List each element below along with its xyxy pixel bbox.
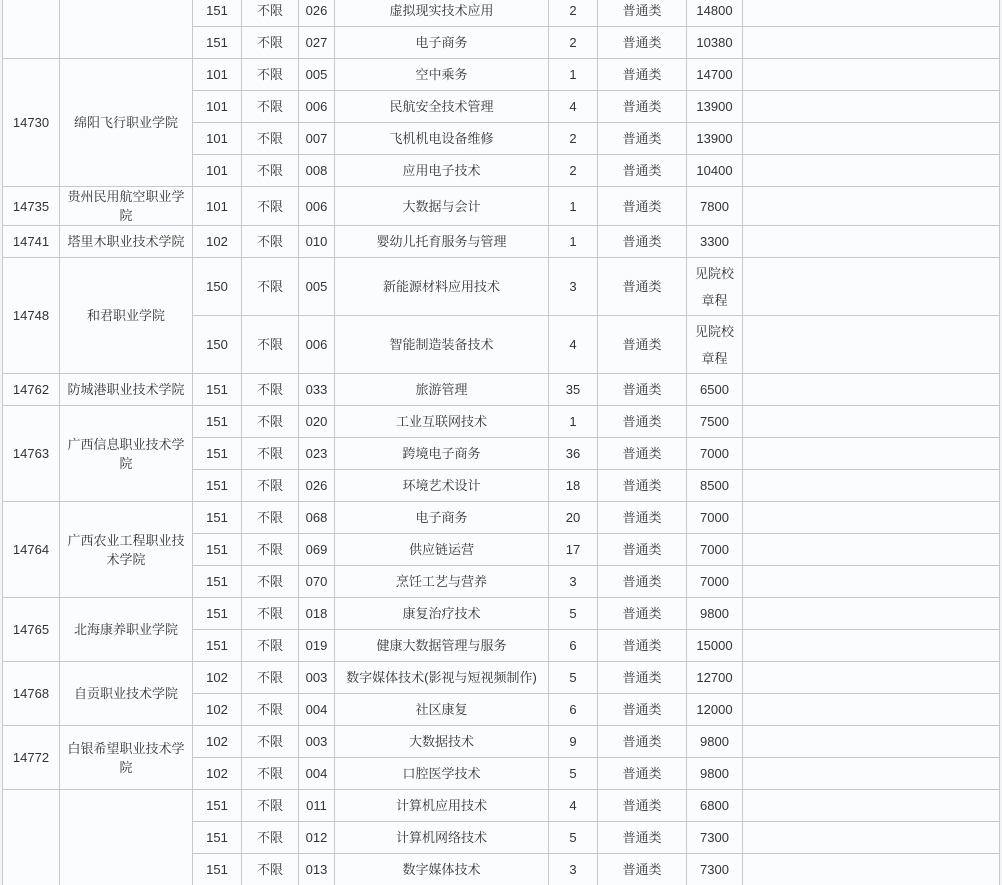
major-name-cell: 计算机应用技术 <box>335 790 549 822</box>
major-code-cell: 005 <box>299 59 335 91</box>
major-code-cell: 003 <box>299 662 335 694</box>
tuition-cell: 3300 <box>687 226 743 258</box>
group-code-cell: 102 <box>193 226 242 258</box>
major-code-cell: 012 <box>299 822 335 854</box>
college-code-cell: 14730 <box>3 59 60 187</box>
plan-count-cell: 20 <box>549 502 598 534</box>
plan-count-cell: 5 <box>549 598 598 630</box>
category-cell: 普通类 <box>598 502 687 534</box>
plan-count-cell: 1 <box>549 59 598 91</box>
major-name-cell: 环境艺术设计 <box>335 470 549 502</box>
tuition-cell: 14800 <box>687 0 743 27</box>
major-name-cell: 新能源材料应用技术 <box>335 258 549 316</box>
group-code-cell: 151 <box>193 406 242 438</box>
college-name-cell: 自贡职业技术学院 <box>60 662 193 726</box>
category-cell: 普通类 <box>598 187 687 226</box>
subject-requirement-cell: 不限 <box>242 258 299 316</box>
subject-requirement-cell: 不限 <box>242 758 299 790</box>
tuition-cell: 12000 <box>687 694 743 726</box>
plan-count-cell: 5 <box>549 662 598 694</box>
college-name-cell: 贵州民用航空职业学院 <box>60 187 193 226</box>
plan-count-cell: 1 <box>549 406 598 438</box>
college-name-cell: 北海康养职业学院 <box>60 598 193 662</box>
major-code-cell: 070 <box>299 566 335 598</box>
category-cell: 普通类 <box>598 438 687 470</box>
subject-requirement-cell: 不限 <box>242 406 299 438</box>
category-cell: 普通类 <box>598 59 687 91</box>
subject-requirement-cell: 不限 <box>242 502 299 534</box>
college-name-cell: 广西农业工程职业技术学院 <box>60 502 193 598</box>
college-name-cell: 广西信息职业技术学院 <box>60 406 193 502</box>
major-name-cell: 数字媒体技术 <box>335 854 549 885</box>
tuition-cell: 10400 <box>687 155 743 187</box>
category-cell: 普通类 <box>598 694 687 726</box>
plan-count-cell: 35 <box>549 374 598 406</box>
category-cell: 普通类 <box>598 226 687 258</box>
plan-count-cell: 2 <box>549 123 598 155</box>
major-code-cell: 003 <box>299 726 335 758</box>
filler-cell <box>743 630 1000 662</box>
plan-count-cell: 3 <box>549 566 598 598</box>
plan-count-cell: 5 <box>549 758 598 790</box>
subject-requirement-cell: 不限 <box>242 694 299 726</box>
tuition-cell: 15000 <box>687 630 743 662</box>
major-code-cell: 023 <box>299 438 335 470</box>
filler-cell <box>743 502 1000 534</box>
major-code-cell: 006 <box>299 316 335 374</box>
major-code-cell: 020 <box>299 406 335 438</box>
major-name-cell: 智能制造装备技术 <box>335 316 549 374</box>
college-name-cell: 和君职业学院 <box>60 258 193 374</box>
major-name-cell: 工业互联网技术 <box>335 406 549 438</box>
plan-row <box>3 598 1000 630</box>
category-cell: 普通类 <box>598 91 687 123</box>
plan-count-cell: 4 <box>549 790 598 822</box>
college-code-cell: 14764 <box>3 502 60 598</box>
tuition-cell: 13900 <box>687 91 743 123</box>
major-code-cell: 027 <box>299 27 335 59</box>
college-name-cell <box>60 0 193 59</box>
major-name-cell: 电子商务 <box>335 502 549 534</box>
major-name-cell: 大数据与会计 <box>335 187 549 226</box>
filler-cell <box>743 123 1000 155</box>
college-name-cell: 塔里木职业技术学院 <box>60 226 193 258</box>
category-cell: 普通类 <box>598 316 687 374</box>
group-code-cell: 151 <box>193 566 242 598</box>
college-code-cell: 14735 <box>3 187 60 226</box>
major-name-cell: 民航安全技术管理 <box>335 91 549 123</box>
subject-requirement-cell: 不限 <box>242 566 299 598</box>
subject-requirement-cell: 不限 <box>242 662 299 694</box>
filler-cell <box>743 27 1000 59</box>
tuition-cell: 6500 <box>687 374 743 406</box>
tuition-cell: 8500 <box>687 470 743 502</box>
major-code-cell: 013 <box>299 854 335 885</box>
tuition-cell: 7000 <box>687 438 743 470</box>
filler-cell <box>743 822 1000 854</box>
major-code-cell: 008 <box>299 155 335 187</box>
major-code-cell: 007 <box>299 123 335 155</box>
college-code-cell <box>3 790 60 885</box>
plan-count-cell: 3 <box>549 258 598 316</box>
filler-cell <box>743 438 1000 470</box>
plan-row <box>3 59 1000 91</box>
group-code-cell: 101 <box>193 91 242 123</box>
plan-count-cell: 6 <box>549 630 598 662</box>
plan-row <box>3 374 1000 406</box>
plan-count-cell: 36 <box>549 438 598 470</box>
major-name-cell: 旅游管理 <box>335 374 549 406</box>
enrollment-plan-table <box>2 0 1000 885</box>
major-name-cell: 计算机网络技术 <box>335 822 549 854</box>
college-code-cell: 14763 <box>3 406 60 502</box>
subject-requirement-cell: 不限 <box>242 123 299 155</box>
filler-cell <box>743 662 1000 694</box>
major-name-cell: 烹饪工艺与营养 <box>335 566 549 598</box>
college-code-cell: 14741 <box>3 226 60 258</box>
group-code-cell: 102 <box>193 662 242 694</box>
group-code-cell: 151 <box>193 630 242 662</box>
plan-count-cell: 1 <box>549 187 598 226</box>
subject-requirement-cell: 不限 <box>242 0 299 27</box>
group-code-cell: 151 <box>193 374 242 406</box>
college-code-cell: 14765 <box>3 598 60 662</box>
group-code-cell: 151 <box>193 790 242 822</box>
subject-requirement-cell: 不限 <box>242 374 299 406</box>
category-cell: 普通类 <box>598 726 687 758</box>
plan-row <box>3 187 1000 226</box>
tuition-cell: 见院校章程 <box>687 316 743 374</box>
tuition-cell: 9800 <box>687 726 743 758</box>
major-code-cell: 033 <box>299 374 335 406</box>
group-code-cell: 101 <box>193 123 242 155</box>
plan-row <box>3 0 1000 27</box>
subject-requirement-cell: 不限 <box>242 91 299 123</box>
category-cell: 普通类 <box>598 374 687 406</box>
category-cell: 普通类 <box>598 123 687 155</box>
subject-requirement-cell: 不限 <box>242 598 299 630</box>
filler-cell <box>743 226 1000 258</box>
major-code-cell: 004 <box>299 758 335 790</box>
category-cell: 普通类 <box>598 155 687 187</box>
subject-requirement-cell: 不限 <box>242 438 299 470</box>
filler-cell <box>743 726 1000 758</box>
subject-requirement-cell: 不限 <box>242 226 299 258</box>
filler-cell <box>743 0 1000 27</box>
plan-count-cell: 9 <box>549 726 598 758</box>
group-code-cell: 101 <box>193 155 242 187</box>
category-cell: 普通类 <box>598 0 687 27</box>
category-cell: 普通类 <box>598 258 687 316</box>
subject-requirement-cell: 不限 <box>242 316 299 374</box>
major-code-cell: 005 <box>299 258 335 316</box>
subject-requirement-cell: 不限 <box>242 27 299 59</box>
plan-count-cell: 17 <box>549 534 598 566</box>
plan-count-cell: 2 <box>549 27 598 59</box>
major-code-cell: 004 <box>299 694 335 726</box>
college-code-cell: 14772 <box>3 726 60 790</box>
major-name-cell: 跨境电子商务 <box>335 438 549 470</box>
major-code-cell: 006 <box>299 91 335 123</box>
college-code-cell: 14768 <box>3 662 60 726</box>
group-code-cell: 151 <box>193 0 242 27</box>
filler-cell <box>743 534 1000 566</box>
plan-count-cell: 2 <box>549 155 598 187</box>
subject-requirement-cell: 不限 <box>242 726 299 758</box>
plan-count-cell: 4 <box>549 91 598 123</box>
major-code-cell: 010 <box>299 226 335 258</box>
group-code-cell: 102 <box>193 758 242 790</box>
major-code-cell: 018 <box>299 598 335 630</box>
category-cell: 普通类 <box>598 854 687 885</box>
filler-cell <box>743 598 1000 630</box>
college-name-cell: 防城港职业技术学院 <box>60 374 193 406</box>
subject-requirement-cell: 不限 <box>242 790 299 822</box>
group-code-cell: 102 <box>193 694 242 726</box>
tuition-cell: 12700 <box>687 662 743 694</box>
filler-cell <box>743 258 1000 316</box>
subject-requirement-cell: 不限 <box>242 854 299 885</box>
filler-cell <box>743 758 1000 790</box>
tuition-cell: 6800 <box>687 790 743 822</box>
tuition-cell: 见院校章程 <box>687 258 743 316</box>
tuition-cell: 7000 <box>687 502 743 534</box>
major-code-cell: 068 <box>299 502 335 534</box>
plan-count-cell: 4 <box>549 316 598 374</box>
group-code-cell: 102 <box>193 726 242 758</box>
college-code-cell: 14748 <box>3 258 60 374</box>
group-code-cell: 150 <box>193 316 242 374</box>
category-cell: 普通类 <box>598 598 687 630</box>
tuition-cell: 7300 <box>687 854 743 885</box>
major-code-cell: 026 <box>299 0 335 27</box>
filler-cell <box>743 155 1000 187</box>
group-code-cell: 151 <box>193 534 242 566</box>
plan-count-cell: 2 <box>549 0 598 27</box>
major-name-cell: 婴幼儿托育服务与管理 <box>335 226 549 258</box>
category-cell: 普通类 <box>598 790 687 822</box>
tuition-cell: 7800 <box>687 187 743 226</box>
category-cell: 普通类 <box>598 662 687 694</box>
filler-cell <box>743 470 1000 502</box>
group-code-cell: 151 <box>193 27 242 59</box>
filler-cell <box>743 854 1000 885</box>
major-code-cell: 069 <box>299 534 335 566</box>
filler-cell <box>743 694 1000 726</box>
subject-requirement-cell: 不限 <box>242 470 299 502</box>
plan-count-cell: 5 <box>549 822 598 854</box>
college-name-cell: 绵阳飞行职业学院 <box>60 59 193 187</box>
plan-table-body <box>3 0 1000 885</box>
group-code-cell: 151 <box>193 470 242 502</box>
college-code-cell <box>3 0 60 59</box>
filler-cell <box>743 374 1000 406</box>
tuition-cell: 9800 <box>687 598 743 630</box>
major-name-cell: 飞机机电设备维修 <box>335 123 549 155</box>
major-name-cell: 应用电子技术 <box>335 155 549 187</box>
tuition-cell: 13900 <box>687 123 743 155</box>
plan-row <box>3 226 1000 258</box>
plan-row <box>3 258 1000 316</box>
filler-cell <box>743 316 1000 374</box>
filler-cell <box>743 566 1000 598</box>
tuition-cell: 7300 <box>687 822 743 854</box>
major-name-cell: 电子商务 <box>335 27 549 59</box>
plan-row <box>3 790 1000 822</box>
tuition-cell: 9800 <box>687 758 743 790</box>
subject-requirement-cell: 不限 <box>242 59 299 91</box>
category-cell: 普通类 <box>598 822 687 854</box>
category-cell: 普通类 <box>598 27 687 59</box>
plan-row <box>3 406 1000 438</box>
major-code-cell: 026 <box>299 470 335 502</box>
filler-cell <box>743 187 1000 226</box>
major-name-cell: 空中乘务 <box>335 59 549 91</box>
plan-row <box>3 662 1000 694</box>
subject-requirement-cell: 不限 <box>242 534 299 566</box>
major-name-cell: 康复治疗技术 <box>335 598 549 630</box>
tuition-cell: 10380 <box>687 27 743 59</box>
major-name-cell: 供应链运营 <box>335 534 549 566</box>
group-code-cell: 151 <box>193 502 242 534</box>
major-code-cell: 006 <box>299 187 335 226</box>
category-cell: 普通类 <box>598 566 687 598</box>
group-code-cell: 101 <box>193 187 242 226</box>
plan-count-cell: 3 <box>549 854 598 885</box>
filler-cell <box>743 790 1000 822</box>
plan-count-cell: 6 <box>549 694 598 726</box>
plan-count-cell: 18 <box>549 470 598 502</box>
subject-requirement-cell: 不限 <box>242 187 299 226</box>
filler-cell <box>743 91 1000 123</box>
college-code-cell: 14762 <box>3 374 60 406</box>
category-cell: 普通类 <box>598 758 687 790</box>
college-name-cell <box>60 790 193 885</box>
tuition-cell: 14700 <box>687 59 743 91</box>
major-code-cell: 019 <box>299 630 335 662</box>
tuition-cell: 7000 <box>687 534 743 566</box>
category-cell: 普通类 <box>598 406 687 438</box>
group-code-cell: 151 <box>193 854 242 885</box>
group-code-cell: 150 <box>193 258 242 316</box>
filler-cell <box>743 59 1000 91</box>
plan-row <box>3 502 1000 534</box>
filler-cell <box>743 406 1000 438</box>
subject-requirement-cell: 不限 <box>242 630 299 662</box>
group-code-cell: 151 <box>193 598 242 630</box>
major-code-cell: 011 <box>299 790 335 822</box>
major-name-cell: 虚拟现实技术应用 <box>335 0 549 27</box>
major-name-cell: 社区康复 <box>335 694 549 726</box>
group-code-cell: 151 <box>193 438 242 470</box>
major-name-cell: 口腔医学技术 <box>335 758 549 790</box>
college-name-cell: 白银希望职业技术学院 <box>60 726 193 790</box>
subject-requirement-cell: 不限 <box>242 155 299 187</box>
tuition-cell: 7500 <box>687 406 743 438</box>
category-cell: 普通类 <box>598 630 687 662</box>
plan-row <box>3 726 1000 758</box>
major-name-cell: 大数据技术 <box>335 726 549 758</box>
major-name-cell: 健康大数据管理与服务 <box>335 630 549 662</box>
major-name-cell: 数字媒体技术(影视与短视频制作) <box>335 662 549 694</box>
group-code-cell: 151 <box>193 822 242 854</box>
tuition-cell: 7000 <box>687 566 743 598</box>
category-cell: 普通类 <box>598 470 687 502</box>
subject-requirement-cell: 不限 <box>242 822 299 854</box>
category-cell: 普通类 <box>598 534 687 566</box>
group-code-cell: 101 <box>193 59 242 91</box>
plan-count-cell: 1 <box>549 226 598 258</box>
